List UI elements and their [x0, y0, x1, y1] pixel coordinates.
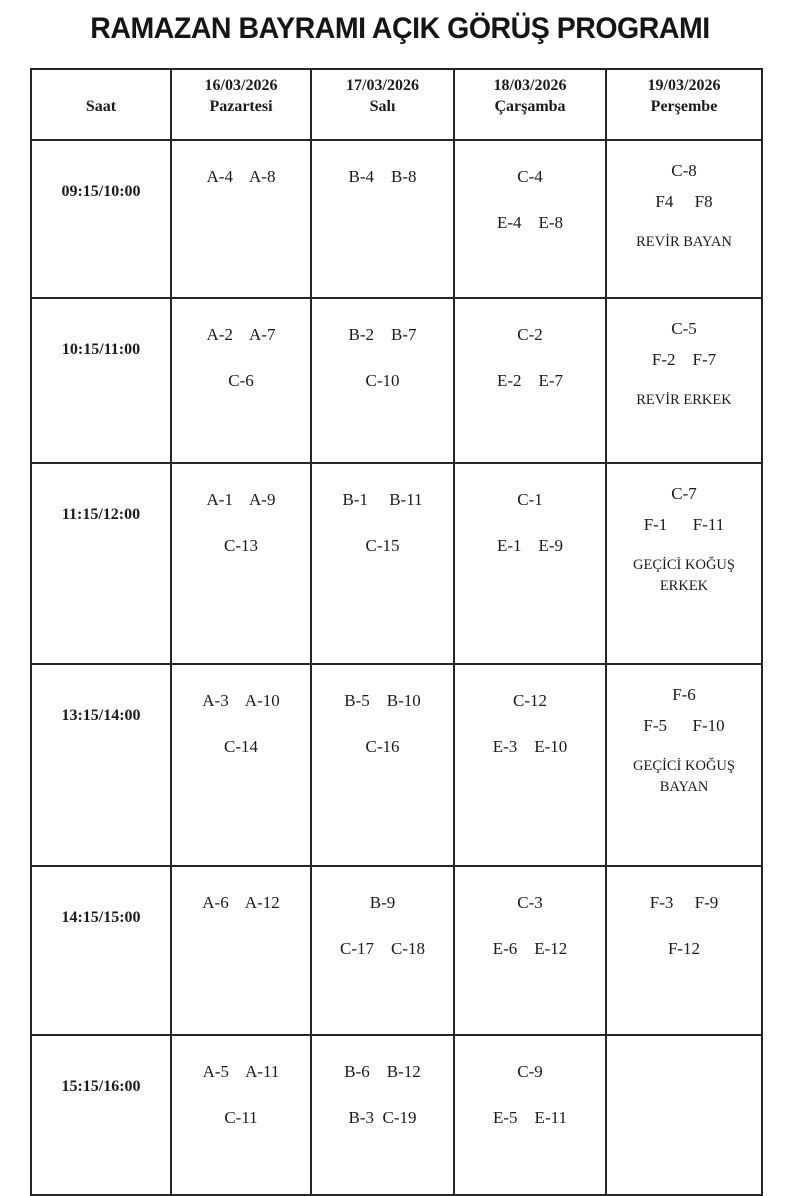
cell-group	[455, 1062, 605, 1082]
cell-group	[172, 737, 310, 757]
cell-group	[455, 893, 605, 913]
time-cell: 10:15/11:00	[31, 298, 171, 463]
cell-line: C-17 C-18	[340, 939, 425, 958]
cell-line: B-9	[369, 893, 396, 912]
cell-group	[312, 1108, 453, 1128]
cell-line: E-2 E-7	[496, 371, 564, 390]
cell-line: F-1 F-11	[643, 515, 725, 534]
schedule-cell	[606, 140, 762, 298]
cell-line: A-5 A-11	[202, 1062, 280, 1081]
column-header-day	[454, 69, 606, 140]
cell-line: C-12	[513, 691, 547, 710]
schedule-cell	[171, 140, 311, 298]
cell-line: C-14	[224, 737, 258, 756]
cell-line: C-10	[365, 371, 400, 390]
note-line: ERKEK	[659, 578, 709, 594]
cell-group	[172, 371, 310, 391]
schedule-cell	[171, 664, 311, 866]
cell-line: E-3 E-10	[492, 737, 568, 756]
header-date: 19/03/2026	[647, 77, 721, 94]
header-day-label: Çarşamba	[494, 98, 566, 115]
cell-line: F-6	[672, 685, 696, 704]
title-container	[0, 0, 800, 46]
cell-group	[607, 319, 761, 370]
cell-line: C-11	[224, 1108, 258, 1127]
cell-line: E-5 E-11	[493, 1108, 567, 1127]
cell-line: C-5	[671, 319, 697, 338]
cell-line: A-2 A-7	[206, 325, 276, 344]
schedule-cell	[454, 298, 606, 463]
note-line: REVİR BAYAN	[636, 234, 732, 250]
cell-line: B-1 B-11	[342, 490, 423, 509]
cell-group	[455, 737, 605, 757]
cell-group	[312, 536, 453, 556]
note-line: REVİR ERKEK	[636, 392, 732, 408]
cell-line: E-6 E-12	[492, 939, 568, 958]
cell-line: F-12	[667, 939, 701, 958]
table-row	[31, 866, 762, 1035]
cell-group	[607, 161, 761, 212]
cell-line: B-4 B-8	[348, 167, 417, 186]
header-date: 17/03/2026	[346, 77, 419, 94]
cell-group	[312, 691, 453, 711]
cell-note	[607, 555, 761, 597]
cell-line: B-5 B-10	[344, 691, 421, 710]
header-date: 18/03/2026	[493, 77, 567, 94]
schedule-cell	[311, 866, 454, 1035]
schedule-cell	[454, 866, 606, 1035]
cell-group	[312, 737, 453, 757]
column-header-day	[606, 69, 762, 140]
cell-line: C-2	[517, 325, 543, 344]
cell-line: B-2 B-7	[348, 325, 417, 344]
cell-line: E-1 E-9	[496, 536, 564, 555]
time-cell: 15:15/16:00	[31, 1035, 171, 1195]
page-title: RAMAZAN BAYRAMI AÇIK GÖRÜŞ PROGRAMI	[90, 12, 710, 45]
cell-group	[455, 536, 605, 556]
table-header	[31, 69, 762, 140]
visit-schedule-table	[30, 68, 763, 1196]
table-row	[31, 664, 762, 866]
cell-group	[172, 691, 310, 711]
cell-line: A-4 A-8	[206, 167, 276, 186]
cell-group	[455, 939, 605, 959]
cell-line: F4 F8	[655, 192, 713, 211]
time-cell: 14:15/15:00	[31, 866, 171, 1035]
cell-line: A-6 A-12	[202, 893, 280, 912]
cell-line: C-13	[224, 536, 258, 555]
cell-group	[312, 167, 453, 187]
column-header-day	[171, 69, 311, 140]
cell-group	[172, 536, 310, 556]
cell-group	[172, 1062, 310, 1082]
cell-group	[455, 167, 605, 187]
cell-group	[455, 213, 605, 233]
column-header-time	[31, 69, 171, 140]
cell-group	[172, 325, 310, 345]
cell-line: F-5 F-10	[643, 716, 725, 735]
cell-line: C-1	[517, 490, 543, 509]
table-row	[31, 463, 762, 664]
header-date: 16/03/2026	[204, 77, 278, 94]
time-cell: 13:15/14:00	[31, 664, 171, 866]
table-row	[31, 298, 762, 463]
cell-note	[607, 390, 761, 411]
cell-group	[455, 325, 605, 345]
cell-line: F-3 F-9	[649, 893, 719, 912]
schedule-cell	[171, 1035, 311, 1195]
cell-group	[172, 490, 310, 510]
cell-line: B-6 B-12	[344, 1062, 421, 1081]
cell-line: C-4	[517, 167, 543, 186]
schedule-cell	[606, 664, 762, 866]
schedule-cell	[311, 1035, 454, 1195]
cell-group	[172, 1108, 310, 1128]
cell-line: C-9	[517, 1062, 543, 1081]
schedule-cell	[454, 463, 606, 664]
header-day-label: Saat	[85, 98, 117, 115]
cell-line: C-3	[517, 893, 543, 912]
cell-group	[312, 325, 453, 345]
cell-group	[312, 371, 453, 391]
schedule-cell	[171, 298, 311, 463]
schedule-cell	[454, 1035, 606, 1195]
schedule-cell	[171, 463, 311, 664]
cell-group	[455, 371, 605, 391]
time-cell: 09:15/10:00	[31, 140, 171, 298]
cell-line: A-1 A-9	[206, 490, 276, 509]
cell-line: B-3 C-19	[348, 1108, 417, 1127]
schedule-cell	[454, 664, 606, 866]
schedule-cell	[606, 463, 762, 664]
column-header-day	[311, 69, 454, 140]
cell-note	[607, 756, 761, 798]
cell-line: F-2 F-7	[651, 350, 717, 369]
cell-group	[312, 1062, 453, 1082]
schedule-cell	[454, 140, 606, 298]
cell-line: C-8	[671, 161, 697, 180]
cell-group	[607, 484, 761, 535]
cell-note	[607, 232, 761, 253]
cell-group	[312, 490, 453, 510]
schedule-cell	[606, 298, 762, 463]
schedule-cell	[311, 298, 454, 463]
cell-line: A-3 A-10	[202, 691, 280, 710]
time-cell: 11:15/12:00	[31, 463, 171, 664]
note-line: GEÇİCİ KOĞUŞ	[633, 557, 735, 573]
cell-group	[607, 893, 761, 913]
note-line: GEÇİCİ KOĞUŞ	[633, 758, 735, 774]
cell-group	[455, 490, 605, 510]
header-day-label: Pazartesi	[209, 98, 273, 115]
cell-group	[312, 893, 453, 913]
header-day-label: Salı	[369, 98, 396, 115]
cell-group	[312, 939, 453, 959]
table-body	[31, 140, 762, 1195]
schedule-cell	[606, 1035, 762, 1195]
cell-group	[607, 939, 761, 959]
schedule-cell	[171, 866, 311, 1035]
header-day-label: Perşembe	[650, 98, 718, 115]
header-row	[31, 69, 762, 140]
cell-line: C-15	[365, 536, 400, 555]
table-row	[31, 140, 762, 298]
table-row	[31, 1035, 762, 1195]
header-date	[32, 75, 170, 96]
cell-group	[455, 691, 605, 711]
cell-line: E-4 E-8	[496, 213, 564, 232]
schedule-cell	[311, 463, 454, 664]
cell-group	[172, 167, 310, 187]
cell-group	[607, 685, 761, 736]
cell-group	[172, 893, 310, 913]
cell-line: C-7	[671, 484, 697, 503]
schedule-cell	[311, 140, 454, 298]
cell-line: C-16	[365, 737, 400, 756]
note-line: BAYAN	[659, 779, 709, 795]
cell-line: C-6	[228, 371, 254, 390]
schedule-cell	[606, 866, 762, 1035]
cell-group	[455, 1108, 605, 1128]
schedule-cell	[311, 664, 454, 866]
